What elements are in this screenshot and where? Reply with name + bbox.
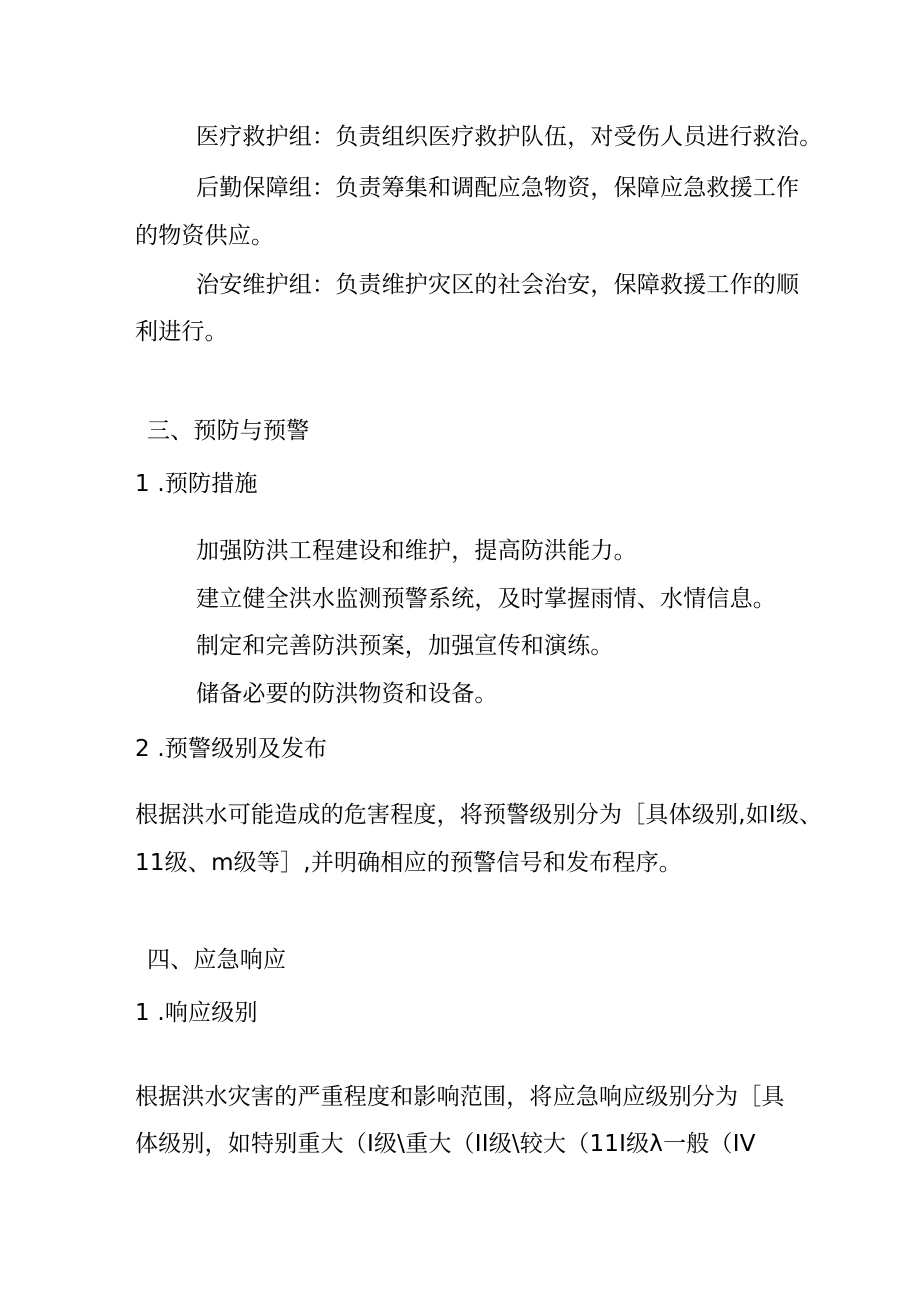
logistics-team-paragraph-cont: 的物资供应。 [135, 223, 275, 249]
section-heading-prevention: 三、预防与预警 [147, 418, 310, 444]
section-heading-emergency-response: 四、应急响应 [147, 947, 287, 973]
subheading-response-levels: 1 .响应级别 [135, 1000, 258, 1026]
response-paragraph: 根据洪水灾害的严重程度和影响范围，将应急响应级别分为［具 [135, 1084, 785, 1110]
prevention-item-3: 制定和完善防洪预案，加强宣传和演练。 [196, 633, 614, 659]
warning-paragraph-cont: 11级、m级等］,并明确相应的预警信号和发布程序。 [135, 850, 682, 876]
prevention-item-2: 建立健全洪水监测预警系统，及时掌握雨情、水情信息。 [196, 586, 776, 612]
prevention-item-1: 加强防洪工程建设和维护，提高防洪能力。 [196, 538, 637, 564]
prevention-item-4: 储备必要的防洪物资和设备。 [196, 681, 498, 707]
subheading-warning-levels: 2 .预警级别及发布 [135, 736, 328, 762]
security-team-paragraph: 治安维护组：负责维护灾区的社会治安，保障救援工作的顺 [196, 272, 800, 298]
security-team-paragraph-cont: 利进行。 [135, 319, 228, 345]
response-paragraph-cont: 体级别，如特别重大（I级\重大（II级\较大（11I级λ一般（IV [135, 1131, 756, 1157]
medical-team-paragraph: 医疗救护组：负责组织医疗救护队伍，对受伤人员进行救治。 [196, 124, 823, 150]
logistics-team-paragraph: 后勤保障组：负责筹集和调配应急物资，保障应急救援工作 [196, 175, 800, 201]
subheading-prevention-measures: 1 .预防措施 [135, 471, 258, 497]
warning-paragraph: 根据洪水可能造成的危害程度，将预警级别分为［具体级别,如I级、 [135, 802, 823, 828]
